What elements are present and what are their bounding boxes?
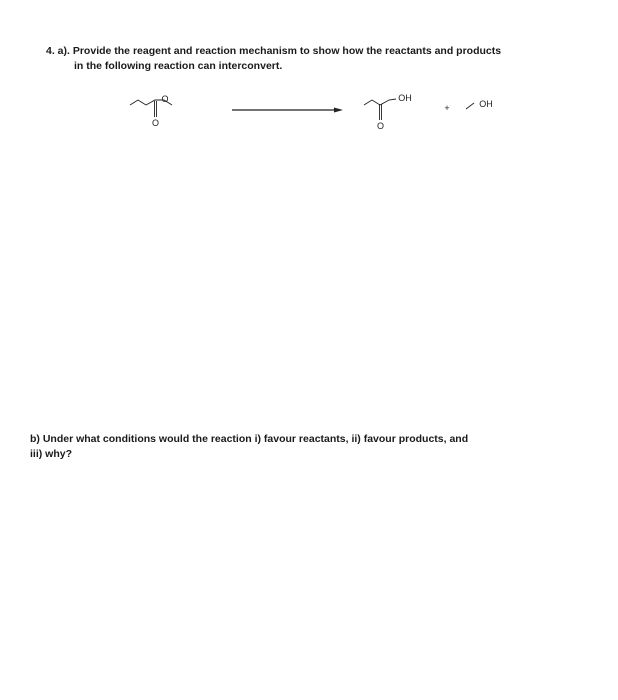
question-b-line2: iii) why? [30, 448, 72, 460]
plus-sign: + [444, 103, 450, 113]
question-b-line1: b) Under what conditions would the reaction i) favour reactants, ii) favour products, and [30, 433, 469, 445]
reactant-carbonyl-o-label: O [151, 118, 160, 128]
reaction-arrow [232, 108, 343, 113]
reaction-scheme [0, 86, 618, 156]
product-chain-bonds [364, 99, 396, 105]
ethanol-bond [466, 103, 474, 109]
product-acid [364, 99, 396, 120]
product-ethanol [466, 103, 474, 109]
ethanol-oh-label: OH [479, 99, 493, 109]
reactant-o-label: O [161, 94, 169, 104]
question-a-line2: in the following reaction can interconvert. [74, 60, 283, 72]
question-a [46, 44, 586, 74]
question-a-line1: 4. a). Provide the reagent and reaction mechanism to show how the reactants and products [46, 45, 502, 57]
product-carbonyl-o-label: O [376, 121, 385, 131]
question-b [30, 432, 590, 462]
product-oh-label: OH [398, 93, 412, 103]
